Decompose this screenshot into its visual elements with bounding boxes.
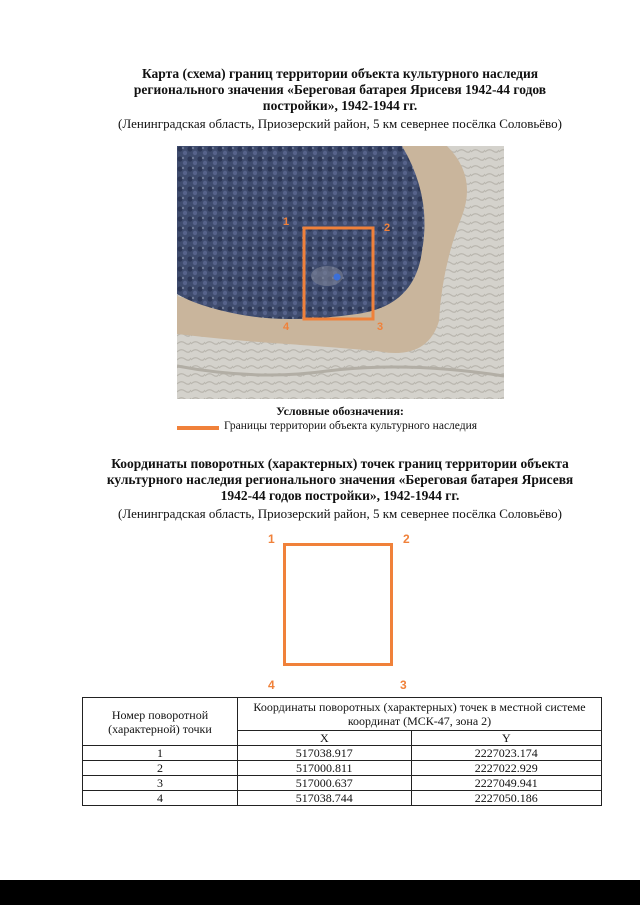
- map-point-label-4: 4: [283, 321, 290, 333]
- map-title-line-1: Карта (схема) границ территории объекта культурного наследия: [141, 66, 539, 81]
- x-header: X: [238, 731, 412, 746]
- map-point-label-1: 1: [283, 216, 290, 228]
- scheme-boundary: [283, 543, 393, 666]
- map-location: (Ленинградская область, Приозерский район, 5 км севернее посёлка Соловьёво): [118, 116, 562, 131]
- legend-title: Условные обозначения:: [276, 404, 404, 418]
- scheme-point-label-1: 1: [268, 532, 275, 546]
- col2-header: Координаты поворотных (характерных) точек в местной системе координат (МСК-47, зона 2): [238, 698, 602, 731]
- coords-title-line-1: Координаты поворотных (характерных) точек границ территории объекта: [111, 456, 569, 471]
- map-point-label-2: 2: [384, 222, 391, 234]
- row-4-n: 4: [83, 791, 238, 806]
- coords-title: [60, 456, 620, 504]
- row-1-x: 517038.917: [238, 746, 412, 761]
- table-row: [83, 791, 602, 806]
- coords-title-line-3: 1942-44 годов постройки», 1942-1944 гг.: [220, 488, 460, 503]
- map-point-label-3: 3: [377, 321, 384, 333]
- legend-item-text: Границы территории объекта культурного наследия: [224, 420, 478, 432]
- scan-bottom-edge: [0, 880, 640, 905]
- row-1-n: 1: [83, 746, 238, 761]
- y-header: Y: [411, 731, 601, 746]
- row-4-x: 517038.744: [238, 791, 412, 806]
- row-3-n: 3: [83, 776, 238, 791]
- scheme-point-label-3: 3: [400, 678, 407, 692]
- table-row: [83, 761, 602, 776]
- row-4-y: 2227050.186: [411, 791, 601, 806]
- coords-location: (Ленинградская область, Приозерский район, 5 км севернее посёлка Соловьёво): [118, 506, 562, 521]
- col1-header: Номер поворотной (характерной) точки: [83, 698, 238, 746]
- row-2-y: 2227022.929: [411, 761, 601, 776]
- scheme-point-label-2: 2: [403, 532, 410, 546]
- map-pin-icon: [334, 274, 341, 281]
- coordinates-table: [82, 697, 602, 806]
- table-row: [83, 746, 602, 761]
- satellite-image: [177, 146, 504, 399]
- row-2-n: 2: [83, 761, 238, 776]
- row-3-y: 2227049.941: [411, 776, 601, 791]
- row-2-x: 517000.811: [238, 761, 412, 776]
- legend-boundary-line: [177, 426, 219, 430]
- map-title-line-2: регионального значения «Береговая батарея Ярисевя 1942-44 годов: [133, 82, 547, 97]
- row-3-x: 517000.637: [238, 776, 412, 791]
- map-title-line-3: постройки», 1942-1944 гг.: [262, 98, 418, 113]
- row-1-y: 2227023.174: [411, 746, 601, 761]
- table-row: [83, 776, 602, 791]
- satellite-map: [177, 146, 504, 399]
- scheme-point-label-4: 4: [268, 678, 275, 692]
- map-title: [60, 66, 620, 114]
- coords-title-line-2: культурного наследия регионального значения «Береговая батарея Ярисевя: [106, 472, 574, 487]
